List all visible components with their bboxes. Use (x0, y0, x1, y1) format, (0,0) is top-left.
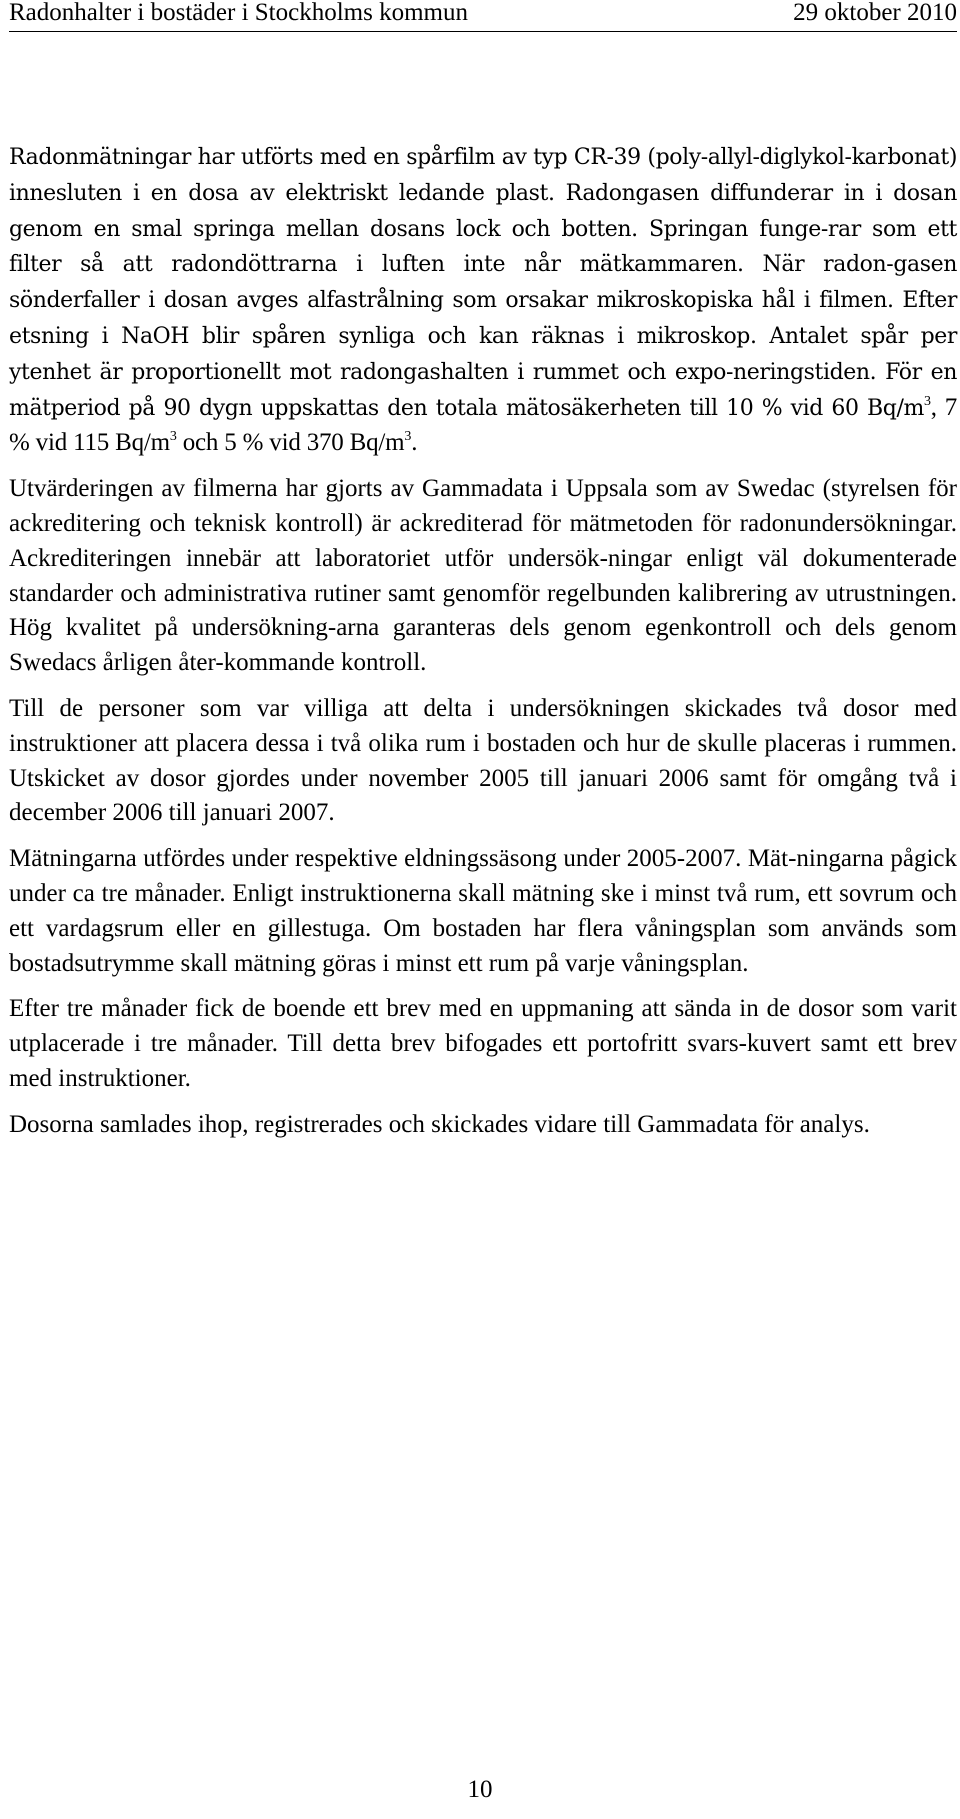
paragraph-return-letter: Efter tre månader fick de boende ett brev med en uppmaning att sända in de dosor som varit utplacerade i tre månader. Till detta brev bifogades ett portofritt svars-kuvert samt ett brev med instruktioner. (9, 995, 957, 1092)
paragraph-method (9, 140, 957, 461)
header-rule (9, 31, 957, 32)
header-title: Radonhalter i bostäder i Stockholms kommun (9, 0, 468, 26)
page-number: 10 (467, 1776, 493, 1803)
paragraph-segment: Radonmätningar har utförts med en spårfilm av typ CR-39 (poly-allyl-diglykol-karbonat) innesluten i en dosa av elektriskt ledande plast. Radongasen diffunderar in i dosan genom en smal springa mellan dosans lock och botten. Springan funge-rar som ett filter så att radondöttrarna i luften inte når mätkammaren. När radon-gasen sönderfaller i dosan avges alfastrålning som orsakar mikroskopiska hål i filmen. Efter etsning i NaOH blir spåren synliga och kan räknas i mikroskop. Antalet spår per ytenhet är proportionellt mot radongashalten i rummet och expo-neringstiden. För en mätperiod på 90 dygn uppskattas den totala mätosäkerheten till 10 % vid 60 Bq/m (9, 145, 957, 421)
paragraph-segment-end: . (411, 429, 418, 457)
body-text (9, 140, 957, 1154)
running-header (9, 0, 957, 30)
header-date: 29 oktober 2010 (793, 0, 957, 26)
superscript-exponent: 3 (923, 393, 931, 409)
superscript-exponent: 3 (169, 429, 177, 445)
paragraph-evaluation: Utvärderingen av filmerna har gjorts av Gammadata i Uppsala som av Swedac (styrelsen för ackreditering och teknisk kontroll) är ackrediterad för mätmetoden för radonundersökningar. Ackrediteringen innebär att laboratoriet utför undersök-ningar enligt väl dokumenterade standarder och administrativa rutiner samt genomför regelbunden kalibrering av utrustningen. Hög kvalitet på undersökning-arna garanteras dels genom egenkontroll och dels genom Swedacs årligen åter-kommande kontroll. (9, 475, 957, 677)
paragraph-measurements: Mätningarna utfördes under respektive eldningssäsong under 2005-2007. Mät-ningarna pågick under ca tre månader. Enligt instruktionerna skall mätning ske i minst två rum, ett sovrum och ett vardagsrum eller en gillestuga. Om bostaden har flera våningsplan som används som bostadsutrymme skall mätning göras i minst ett rum på varje våningsplan. (9, 845, 957, 977)
superscript-exponent: 3 (404, 429, 412, 445)
paragraph-segment-unit: , 7 % vid 115 Bq/m (9, 393, 957, 457)
paragraph-distribution: Till de personer som var villiga att delta i undersökningen skickades två dosor med instruktioner att placera dessa i två olika rum i bostaden och hur de skulle placeras i rummen. Utskicket av dosor gjordes under november 2005 till januari 2006 samt för omgång två i december 2006 till januari 2007. (9, 694, 957, 827)
paragraph-analysis: Dosorna samlades ihop, registrerades och skickades vidare till Gammadata för analys. (9, 1110, 870, 1138)
paragraph-segment-unit: och 5 % vid 370 Bq/m (176, 429, 405, 457)
